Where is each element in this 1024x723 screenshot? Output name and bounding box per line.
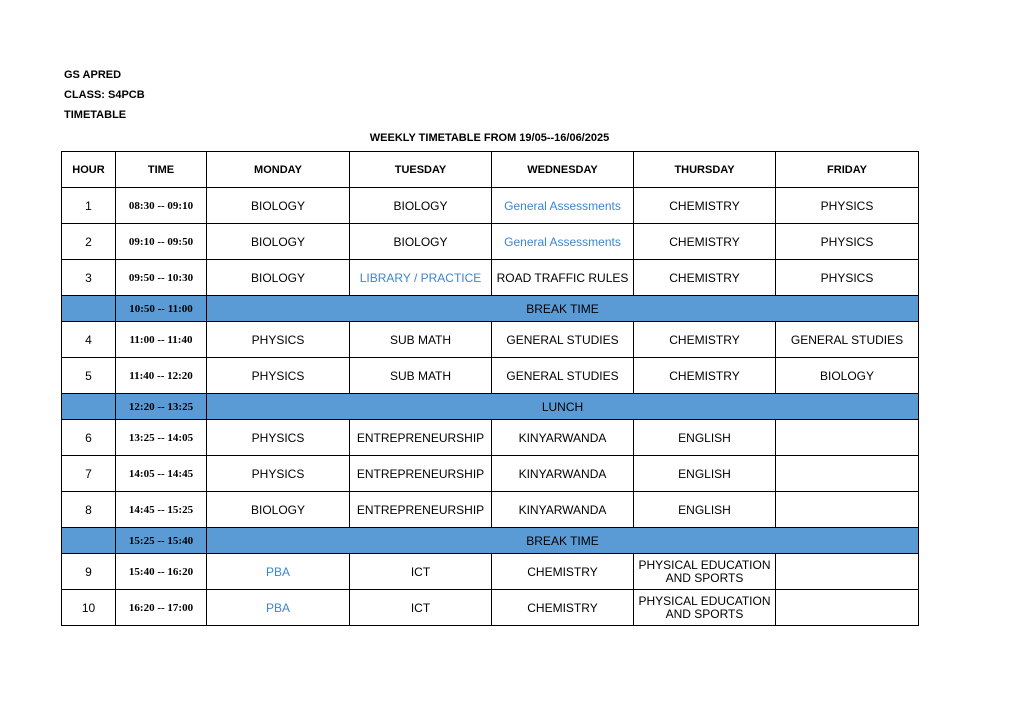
monday-cell: PHYSICS [207, 358, 350, 394]
time-cell: 11:40 -- 12:20 [116, 358, 207, 394]
monday-cell[interactable]: PBA [207, 554, 350, 590]
thursday-cell: CHEMISTRY [634, 322, 776, 358]
thursday-cell: CHEMISTRY [634, 188, 776, 224]
monday-cell: BIOLOGY [207, 492, 350, 528]
table-row [62, 188, 919, 224]
time-cell: 14:05 -- 14:45 [116, 456, 207, 492]
table-row [62, 420, 919, 456]
friday-cell [776, 492, 919, 528]
timetable-title: WEEKLY TIMETABLE FROM 19/05--16/06/2025 [369, 132, 610, 144]
time-cell: 09:10 -- 09:50 [116, 224, 207, 260]
timetable [61, 151, 919, 626]
hour-cell: 1 [62, 188, 116, 224]
wednesday-cell: KINYARWANDA [492, 492, 634, 528]
thursday-cell: ENGLISH [634, 456, 776, 492]
time-cell: 10:50 -- 11:00 [116, 296, 207, 322]
col-hour: HOUR [62, 152, 116, 188]
lunch-label: LUNCH [207, 394, 919, 420]
monday-cell: PHYSICS [207, 322, 350, 358]
wednesday-cell: GENERAL STUDIES [492, 358, 634, 394]
school-name: GS APRED [64, 69, 122, 81]
tuesday-cell: SUB MATH [350, 358, 492, 394]
wednesday-cell[interactable]: General Assessments [492, 224, 634, 260]
hour-cell: 3 [62, 260, 116, 296]
friday-cell: PHYSICS [776, 260, 919, 296]
table-row [62, 554, 919, 590]
time-cell: 15:25 -- 15:40 [116, 528, 207, 554]
hour-cell: 9 [62, 554, 116, 590]
tuesday-cell: BIOLOGY [350, 224, 492, 260]
col-time: TIME [116, 152, 207, 188]
thursday-cell: ENGLISH [634, 420, 776, 456]
wednesday-cell: KINYARWANDA [492, 456, 634, 492]
thursday-cell: CHEMISTRY [634, 260, 776, 296]
monday-cell: BIOLOGY [207, 188, 350, 224]
break-label: BREAK TIME [207, 296, 919, 322]
hour-cell: 2 [62, 224, 116, 260]
time-cell: 13:25 -- 14:05 [116, 420, 207, 456]
tuesday-cell[interactable]: LIBRARY / PRACTICE [350, 260, 492, 296]
break-row [62, 296, 919, 322]
tuesday-cell: ENTREPRENEURSHIP [350, 456, 492, 492]
wednesday-cell: KINYARWANDA [492, 420, 634, 456]
wednesday-cell[interactable]: General Assessments [492, 188, 634, 224]
friday-cell: GENERAL STUDIES [776, 322, 919, 358]
hour-cell: 6 [62, 420, 116, 456]
monday-cell: BIOLOGY [207, 260, 350, 296]
time-cell: 16:20 -- 17:00 [116, 590, 207, 626]
hour-cell: 7 [62, 456, 116, 492]
tuesday-cell: SUB MATH [350, 322, 492, 358]
hour-cell [62, 394, 116, 420]
table-row [62, 322, 919, 358]
friday-cell: PHYSICS [776, 188, 919, 224]
friday-cell [776, 554, 919, 590]
friday-cell [776, 420, 919, 456]
document-label: TIMETABLE [64, 109, 127, 121]
time-cell: 09:50 -- 10:30 [116, 260, 207, 296]
hour-cell: 5 [62, 358, 116, 394]
time-cell: 12:20 -- 13:25 [116, 394, 207, 420]
col-thursday: THURSDAY [634, 152, 776, 188]
time-cell: 15:40 -- 16:20 [116, 554, 207, 590]
friday-cell [776, 590, 919, 626]
time-cell: 14:45 -- 15:25 [116, 492, 207, 528]
table-row [62, 492, 919, 528]
break-label: BREAK TIME [207, 528, 919, 554]
wednesday-cell: ROAD TRAFFIC RULES [492, 260, 634, 296]
thursday-cell: CHEMISTRY [634, 358, 776, 394]
tuesday-cell: BIOLOGY [350, 188, 492, 224]
hour-cell: 10 [62, 590, 116, 626]
monday-cell: PHYSICS [207, 420, 350, 456]
thursday-cell: PHYSICAL EDUCATION AND SPORTS [634, 590, 776, 626]
thursday-cell: PHYSICAL EDUCATION AND SPORTS [634, 554, 776, 590]
thursday-cell: ENGLISH [634, 492, 776, 528]
tuesday-cell: ICT [350, 554, 492, 590]
table-row [62, 590, 919, 626]
friday-cell: BIOLOGY [776, 358, 919, 394]
monday-cell[interactable]: PBA [207, 590, 350, 626]
time-cell: 08:30 -- 09:10 [116, 188, 207, 224]
hour-cell [62, 528, 116, 554]
table-row [62, 358, 919, 394]
time-cell: 11:00 -- 11:40 [116, 322, 207, 358]
table-row [62, 456, 919, 492]
tuesday-cell: ENTREPRENEURSHIP [350, 492, 492, 528]
col-wednesday: WEDNESDAY [492, 152, 634, 188]
col-tuesday: TUESDAY [350, 152, 492, 188]
friday-cell: PHYSICS [776, 224, 919, 260]
thursday-cell: CHEMISTRY [634, 224, 776, 260]
hour-cell: 8 [62, 492, 116, 528]
table-row [62, 224, 919, 260]
tuesday-cell: ICT [350, 590, 492, 626]
monday-cell: BIOLOGY [207, 224, 350, 260]
break-row [62, 528, 919, 554]
wednesday-cell: GENERAL STUDIES [492, 322, 634, 358]
hour-cell: 4 [62, 322, 116, 358]
monday-cell: PHYSICS [207, 456, 350, 492]
header-row [62, 152, 919, 188]
wednesday-cell: CHEMISTRY [492, 590, 634, 626]
class-label: CLASS: S4PCB [64, 89, 145, 101]
friday-cell [776, 456, 919, 492]
lunch-row [62, 394, 919, 420]
col-friday: FRIDAY [776, 152, 919, 188]
wednesday-cell: CHEMISTRY [492, 554, 634, 590]
hour-cell [62, 296, 116, 322]
tuesday-cell: ENTREPRENEURSHIP [350, 420, 492, 456]
table-row [62, 260, 919, 296]
col-monday: MONDAY [207, 152, 350, 188]
